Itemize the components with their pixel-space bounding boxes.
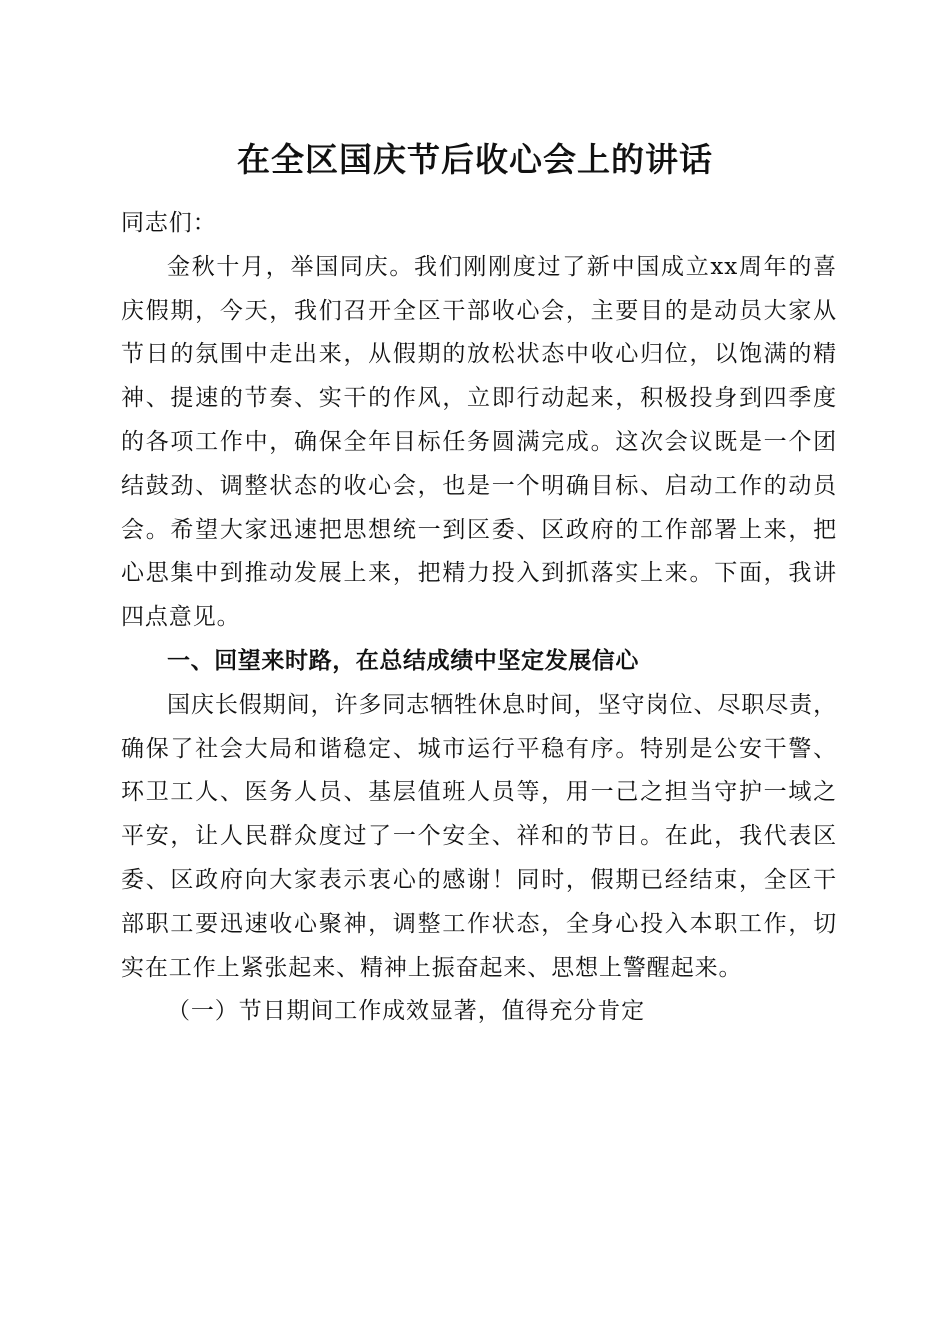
document-body bbox=[121, 202, 837, 1034]
section-1-paragraph: 国庆长假期间，许多同志牺牲休息时间，坚守岗位、尽职尽责，确保了社会大局和谐稳定、城市运行平稳有序。特别是公安干警、环卫工人、医务人员、基层值班人员等，用一己之担当守护一域之平安，让人民群众度过了一个安全、祥和的节日。在此，我代表区委、区政府向大家表示衷心的感谢！同时，假期已经结束，全区干部职工要迅速收心聚神，调整工作状态，全身心投入本职工作，切实在工作上紧张起来、精神上振奋起来、思想上警醒起来。 bbox=[121, 691, 837, 981]
salutation: 同志们： bbox=[121, 210, 217, 236]
intro-paragraph: 金秋十月，举国同庆。我们刚刚度过了新中国成立xx周年的喜庆假期，今天，我们召开全区干部收心会，主要目的是动员大家从节日的氛围中走出来，从假期的放松状态中收心归位，以饱满的精神、提速的节奏、实干的作风，立即行动起来，积极投身到四季度的各项工作中，确保全年目标任务圆满完成。这次会议既是一个团结鼓劲、调整状态的收心会，也是一个明确目标、启动工作的动员会。希望大家迅速把思想统一到区委、区政府的工作部署上来，把心思集中到推动发展上来，把精力投入到抓落实上来。下面，我讲四点意见。 bbox=[121, 253, 837, 631]
subsection-heading-1: （一）节日期间工作成效显著，值得充分肯定 bbox=[167, 998, 645, 1025]
document-title: 在全区国庆节后收心会上的讲话 bbox=[237, 140, 713, 179]
section-heading-1: 一、回望来时路，在总结成绩中坚定发展信心 bbox=[167, 647, 639, 674]
